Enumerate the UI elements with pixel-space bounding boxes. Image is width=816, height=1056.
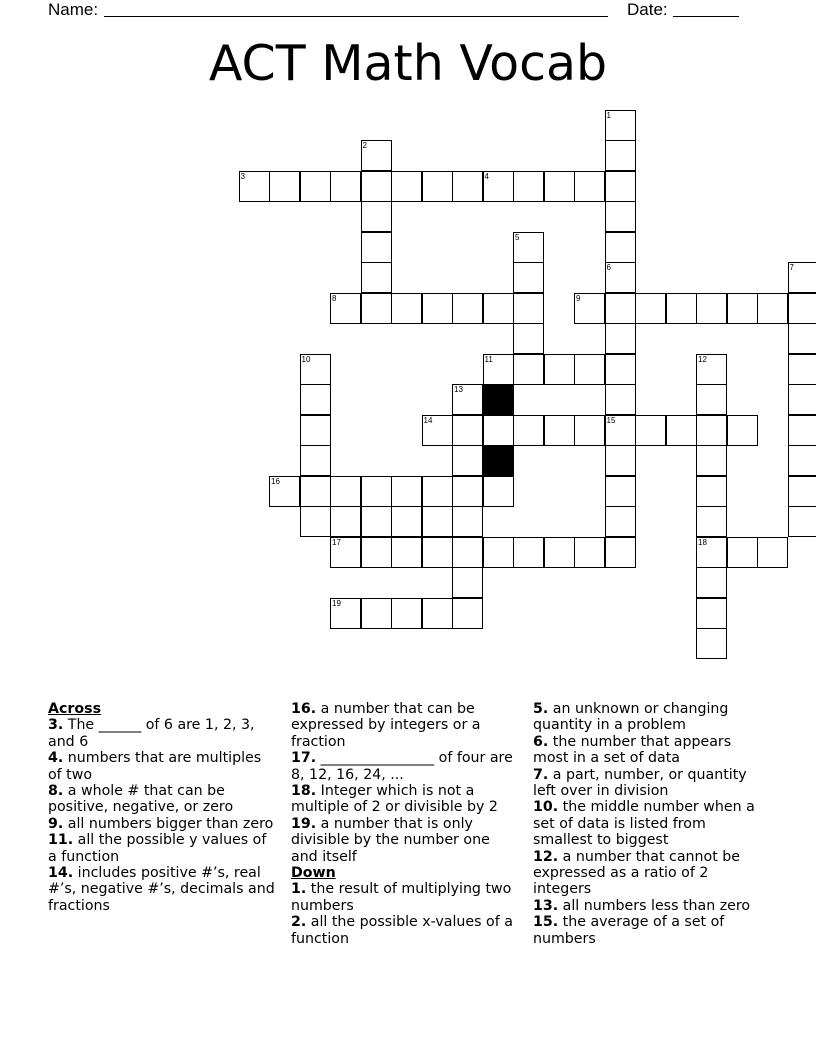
crossword-cell[interactable] [422,537,453,568]
crossword-cell[interactable] [574,171,605,202]
crossword-cell[interactable] [361,171,392,202]
crossword-cell[interactable] [452,415,483,446]
crossword-cell[interactable] [574,354,605,385]
crossword-cell[interactable] [605,201,636,232]
crossword-cell[interactable] [300,171,331,202]
clues-column-2 [291,701,519,947]
clue-item-number: 1. [291,881,307,898]
crossword-cell[interactable] [696,537,727,568]
crossword-cell[interactable] [696,506,727,537]
clue-item [291,914,519,947]
crossword-cell[interactable] [330,537,361,568]
crossword-cell[interactable] [391,506,422,537]
crossword-cell[interactable] [361,201,392,232]
crossword-cell[interactable] [452,171,483,202]
crossword-cell[interactable] [605,171,636,202]
name-label: Name: [48,0,99,19]
page-title: ACT Math Vocab [208,35,608,92]
clue-number: 15 [606,415,616,425]
crossword-cell[interactable] [361,476,392,507]
clue-item [48,750,276,783]
crossword-cell[interactable] [483,354,514,385]
clue-item-number: 16. [291,701,317,717]
crossword-cell[interactable] [727,415,758,446]
crossword-cell[interactable] [513,354,544,385]
crossword-cell[interactable] [330,171,361,202]
crossword-cell[interactable] [483,476,514,507]
clue-item-text: The ______ of 6 are 1, 2, 3, and 6 [48,717,255,750]
crossword-cell[interactable] [269,171,300,202]
date-label: Date: [627,0,668,19]
clues-column-3 [533,701,765,947]
name-blank[interactable] [104,16,608,17]
crossword-cell[interactable] [605,232,636,263]
crossword-cell[interactable] [513,262,544,293]
crossword-cell[interactable] [696,476,727,507]
crossword-cell[interactable] [788,384,816,415]
clue-item-number: 9. [48,815,64,832]
crossword-cell[interactable] [452,445,483,476]
clue-number: 2 [362,141,367,150]
crossword-cell[interactable] [513,232,544,263]
crossword-cell[interactable] [361,537,392,568]
crossword-cell[interactable] [452,567,483,598]
crossword-cell[interactable] [605,537,636,568]
crossword-cell[interactable] [788,323,816,354]
crossword-cell[interactable] [605,415,636,446]
clue-item-number: 19. [291,815,317,832]
crossword-cell[interactable] [605,323,636,354]
clue-number: 18 [698,537,707,547]
crossword-cell[interactable] [361,140,392,171]
crossword-cell[interactable] [605,110,636,141]
clue-item-number: 4. [48,750,64,767]
crossword-cell[interactable] [513,537,544,568]
crossword-cell[interactable] [361,232,392,263]
clue-item-text: a number that can be expressed by integers or a fraction [291,701,481,750]
clue-item-number: 5. [533,701,549,717]
clue-item-text: all the possible y values of a function [48,832,267,865]
clue-item-text: the middle number when a set of data is listed from smallest to biggest [533,799,755,849]
clue-item [291,816,519,865]
clue-item-text: the result of multiplying two numbers [291,881,512,914]
crossword-cell[interactable] [544,354,575,385]
crossword-cell[interactable] [788,354,816,385]
clue-number: 7 [789,263,794,272]
black-square [483,384,514,415]
crossword-cell[interactable] [696,445,727,476]
crossword-cell[interactable] [239,171,270,202]
crossword-cell[interactable] [391,171,422,202]
crossword-cell[interactable] [605,293,636,324]
clue-item-number: 15. [533,914,559,931]
clue-item-text: a number that is only divisible by the number one and itself [291,815,490,865]
crossword-cell[interactable] [696,293,727,324]
crossword-cell[interactable] [422,476,453,507]
clue-number: 10 [301,354,311,364]
clue-item-text: includes positive #’s, real #’s, negative #’s, decimals and fractions [48,865,275,914]
crossword-cell[interactable] [544,171,575,202]
crossword-cell[interactable] [483,171,514,202]
crossword-cell[interactable] [696,384,727,415]
clue-item [533,701,765,734]
crossword-cell[interactable] [483,293,514,324]
crossword-cell[interactable] [757,537,788,568]
clue-item-number: 3. [48,717,64,734]
crossword-cell[interactable] [361,506,392,537]
clue-number: 5 [515,232,520,242]
crossword-cell[interactable] [788,506,816,537]
crossword-cell[interactable] [544,537,575,568]
crossword-cell[interactable] [422,415,453,446]
crossword-cell[interactable] [605,445,636,476]
clue-item-text: Integer which is not a multiple of 2 or divisible by 2 [291,783,498,816]
clue-item-text: an unknown or changing quantity in a problem [533,701,729,734]
clue-item-number: 13. [533,897,559,914]
clue-item-number: 12. [533,848,559,865]
crossword-cell[interactable] [391,476,422,507]
clue-item [48,717,276,750]
crossword-cell[interactable] [269,476,300,507]
crossword-cell[interactable] [300,445,331,476]
crossword-cell[interactable] [483,415,514,446]
clue-item [291,783,519,816]
crossword-cell[interactable] [452,384,483,415]
crossword-cell[interactable] [513,415,544,446]
clue-item-number: 2. [291,914,307,931]
crossword-cell[interactable] [788,293,816,324]
clue-item [533,734,765,767]
black-square [483,445,514,476]
clue-number: 9 [576,293,581,303]
crossword-cell[interactable] [727,293,758,324]
clue-item-text: all the possible x-values of a function [291,914,513,947]
crossword-cell[interactable] [452,506,483,537]
crossword-cell[interactable] [605,384,636,415]
crossword-cell[interactable] [727,537,758,568]
crossword-cell[interactable] [361,598,392,629]
clue-item-text: all numbers less than zero [558,897,751,914]
clue-item-text: a part, number, or quantity left over in division [533,766,747,800]
crossword-cell[interactable] [788,415,816,446]
clue-item-number: 17. [291,750,317,767]
clue-item-text: a whole # that can be positive, negative, or zero [48,783,234,816]
crossword-cell[interactable] [422,598,453,629]
crossword-cell[interactable] [330,598,361,629]
crossword-cell[interactable] [483,537,514,568]
clue-item [533,849,765,898]
clue-item-text: numbers that are multiples of two [48,750,262,783]
clue-item-text: ________________ of four are 8, 12, 16, 24, ... [291,750,513,783]
crossword-cell[interactable] [788,476,816,507]
clue-item-text: the number that appears most in a set of data [533,733,732,767]
clue-item-number: 7. [533,766,549,783]
crossword-cell[interactable] [696,567,727,598]
clue-number: 11 [484,354,493,364]
down-clue-list-continued [533,701,765,947]
clues-column-1 [48,701,276,914]
crossword-cell[interactable] [422,171,453,202]
crossword-cell[interactable] [361,293,392,324]
crossword-cell[interactable] [757,293,788,324]
clue-item-number: 18. [291,783,317,800]
clue-number: 6 [606,263,611,272]
clue-number: 1 [606,110,611,120]
clue-number: 16 [271,476,280,486]
clue-number: 3 [240,171,245,181]
crossword-cell[interactable] [605,140,636,171]
clue-number: 19 [332,598,341,608]
crossword-cell[interactable] [391,293,422,324]
clue-number: 12 [698,354,707,364]
worksheet-header [0,0,816,24]
crossword-cell[interactable] [788,445,816,476]
crossword-cell[interactable] [513,323,544,354]
crossword-cell[interactable] [300,476,331,507]
crossword-cell[interactable] [300,415,331,446]
crossword-cell[interactable] [452,537,483,568]
clue-item [48,783,276,816]
crossword-cell[interactable] [605,476,636,507]
date-blank[interactable] [673,16,739,17]
across-clue-list [48,717,276,914]
crossword-cell[interactable] [391,537,422,568]
crossword-cell[interactable] [696,354,727,385]
crossword-cell[interactable] [574,537,605,568]
crossword-cell[interactable] [574,415,605,446]
clue-number: 4 [484,171,489,181]
crossword-cell[interactable] [635,415,666,446]
crossword-cell[interactable] [605,354,636,385]
crossword-cell[interactable] [391,598,422,629]
clue-item [48,832,276,865]
crossword-cell[interactable] [452,598,483,629]
crossword-cell[interactable] [574,293,605,324]
crossword-cell[interactable] [330,506,361,537]
across-clue-list-continued [291,701,519,865]
clue-item [291,750,519,783]
clue-number: 13 [454,385,463,394]
clue-item [48,865,276,914]
crossword-cell[interactable] [361,262,392,293]
crossword-cell[interactable] [330,293,361,324]
clue-item [533,898,765,914]
crossword-cell[interactable] [696,628,727,659]
crossword-cell[interactable] [666,415,697,446]
crossword-cell[interactable] [635,293,666,324]
clue-item-text: all numbers bigger than zero [63,815,274,832]
clue-item [291,701,519,750]
crossword-cell[interactable] [544,415,575,446]
clue-number: 8 [332,293,337,303]
crossword-cell[interactable] [605,262,636,293]
clue-item [48,816,276,832]
clue-item [533,767,765,800]
clue-item-number: 14. [48,865,74,882]
crossword-cell[interactable] [696,598,727,629]
crossword-cell[interactable] [422,506,453,537]
crossword-cell[interactable] [422,293,453,324]
clue-item-text: a number that cannot be expressed as a ratio of 2 integers [533,848,741,898]
crossword-cell[interactable] [300,354,331,385]
crossword-cell[interactable] [300,506,331,537]
clue-number: 14 [423,415,433,425]
crossword-cell[interactable] [513,293,544,324]
crossword-cell[interactable] [696,415,727,446]
clue-item [291,881,519,914]
clue-item-number: 10. [533,799,559,816]
crossword-cell[interactable] [330,476,361,507]
down-heading: Down [291,865,336,882]
crossword-cell[interactable] [788,262,816,293]
crossword-cell[interactable] [666,293,697,324]
clue-item-number: 8. [48,783,64,800]
clue-item [533,914,765,947]
down-clue-list [291,881,519,947]
clue-item-number: 11. [48,832,74,849]
crossword-cell[interactable] [452,476,483,507]
clue-item-number: 6. [533,733,549,750]
crossword-cell[interactable] [300,384,331,415]
crossword-cell[interactable] [513,171,544,202]
across-heading: Across [48,701,102,717]
crossword-cell[interactable] [605,506,636,537]
clue-item [533,799,765,848]
clue-number: 17 [332,537,341,547]
crossword-cell[interactable] [452,293,483,324]
clue-item-text: the average of a set of numbers [533,914,725,947]
